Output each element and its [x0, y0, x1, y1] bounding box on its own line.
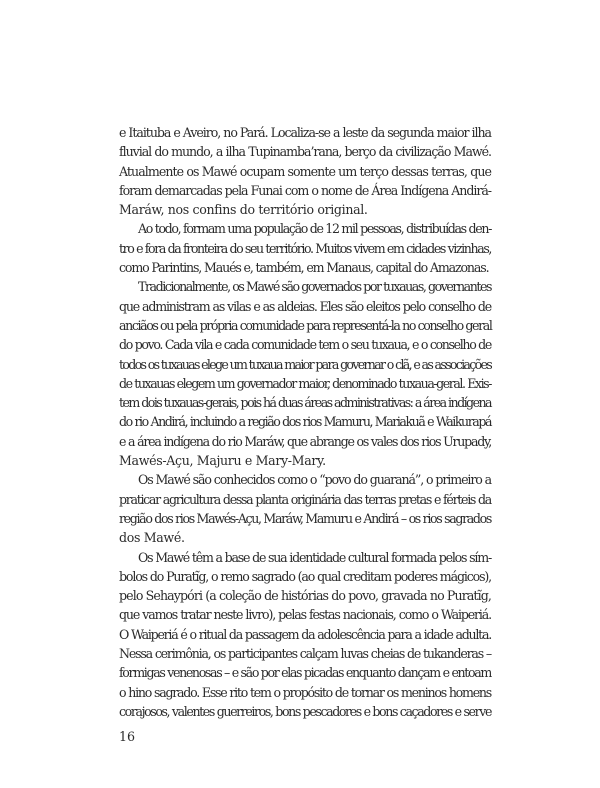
text-line: e a área indígena do rio Maráw, que abrange os vales dos rios Urupady, — [119, 433, 491, 449]
text-line: como Parintins, Maués e, também, em Manaus, capital do Amazonas. — [119, 260, 489, 276]
text-line: Nessa cerimônia, os participantes calçam luvas cheias de tukanderas – — [119, 646, 491, 662]
text-line: tem dois tuxauas-gerais, pois há duas áreas administrativas: a área indígena — [119, 395, 491, 411]
page-number: 16 — [119, 729, 136, 744]
text-line: corajosos, valentes guerreiros, bons pescadores e bons caçadores e serve — [119, 703, 491, 719]
text-line: pelo Sehaypóri (a coleção de histórias do povo, gravada no Puratĩg, — [119, 588, 491, 604]
text-line: Ao todo, formam uma população de 12 mil pessoas, distribuídas den- — [138, 221, 491, 237]
text-line: Tradicionalmente, os Mawé são governados por tuxauas, governantes — [138, 279, 491, 295]
text-line: região dos rios Mawés-Açu, Maráw, Mamuru e Andirá – os rios sagrados — [119, 510, 491, 526]
text-line: praticar agricultura dessa planta originária das terras pretas e férteis da — [119, 491, 491, 507]
text-line: o hino sagrado. Esse rito tem o propósito de tornar os meninos homens — [119, 684, 491, 700]
text-line: dos Mawé. — [119, 530, 185, 546]
text-line: do rio Andirá, incluindo a região dos rios Mamuru, Mariakuã e Waikurapá — [119, 414, 491, 430]
text-line: que administram as vilas e as aldeias. Eles são eleitos pelo conselho de — [119, 298, 491, 314]
text-line: Maráw, nos confins do território original. — [119, 202, 368, 218]
paragraph — [119, 219, 491, 277]
text-line: do povo. Cada vila e cada comunidade tem o seu tuxaua, e o conselho de — [119, 337, 491, 353]
text-line: formigas venenosas – e são por elas picadas enquanto dançam e entoam — [119, 665, 491, 681]
text-line: Mawés-Açu, Majuru e Mary-Mary. — [119, 453, 326, 469]
paragraph — [119, 548, 491, 722]
text-line: anciãos ou pela própria comunidade para representá-la no conselho geral — [119, 317, 492, 333]
text-line: e Itaituba e Aveiro, no Pará. Localiza-se a leste da segunda maior ilha — [119, 125, 491, 140]
text-line: Os Mawé têm a base de sua identidade cultural formada pelos sím- — [138, 549, 492, 565]
paragraph — [119, 470, 491, 547]
text-line: tro e fora da fronteira do seu território. Muitos vivem em cidades vizinhas, — [119, 240, 491, 256]
body-text — [119, 123, 491, 721]
paragraph — [119, 277, 491, 470]
text-line: de tuxauas elegem um governador maior, denominado tuxaua-geral. Exis- — [119, 375, 491, 391]
text-line: Atualmente os Mawé ocupam somente um terço dessas terras, que — [119, 163, 491, 179]
text-line: O Waiperiá é o ritual da passagem da adolescência para a idade adulta. — [119, 626, 491, 642]
paragraph — [119, 123, 491, 219]
text-line: fluvial do mundo, a ilha Tupinamba’rana, berço da civilização Mawé. — [119, 144, 491, 160]
text-line: que vamos tratar neste livro), pelas festas nacionais, como o Waiperiá. — [119, 607, 491, 623]
text-line: todos os tuxauas elege um tuxaua maior para governar o clã, e as associações — [119, 356, 491, 372]
text-line: Os Mawé são conhecidos como o “povo do guaraná”, o primeiro a — [138, 472, 492, 488]
text-line: foram demarcadas pela Funai com o nome de Área Indígena Andirá- — [119, 182, 491, 198]
text-line: bolos do Puratĩg, o remo sagrado (ao qual creditam poderes mágicos), — [119, 568, 491, 584]
